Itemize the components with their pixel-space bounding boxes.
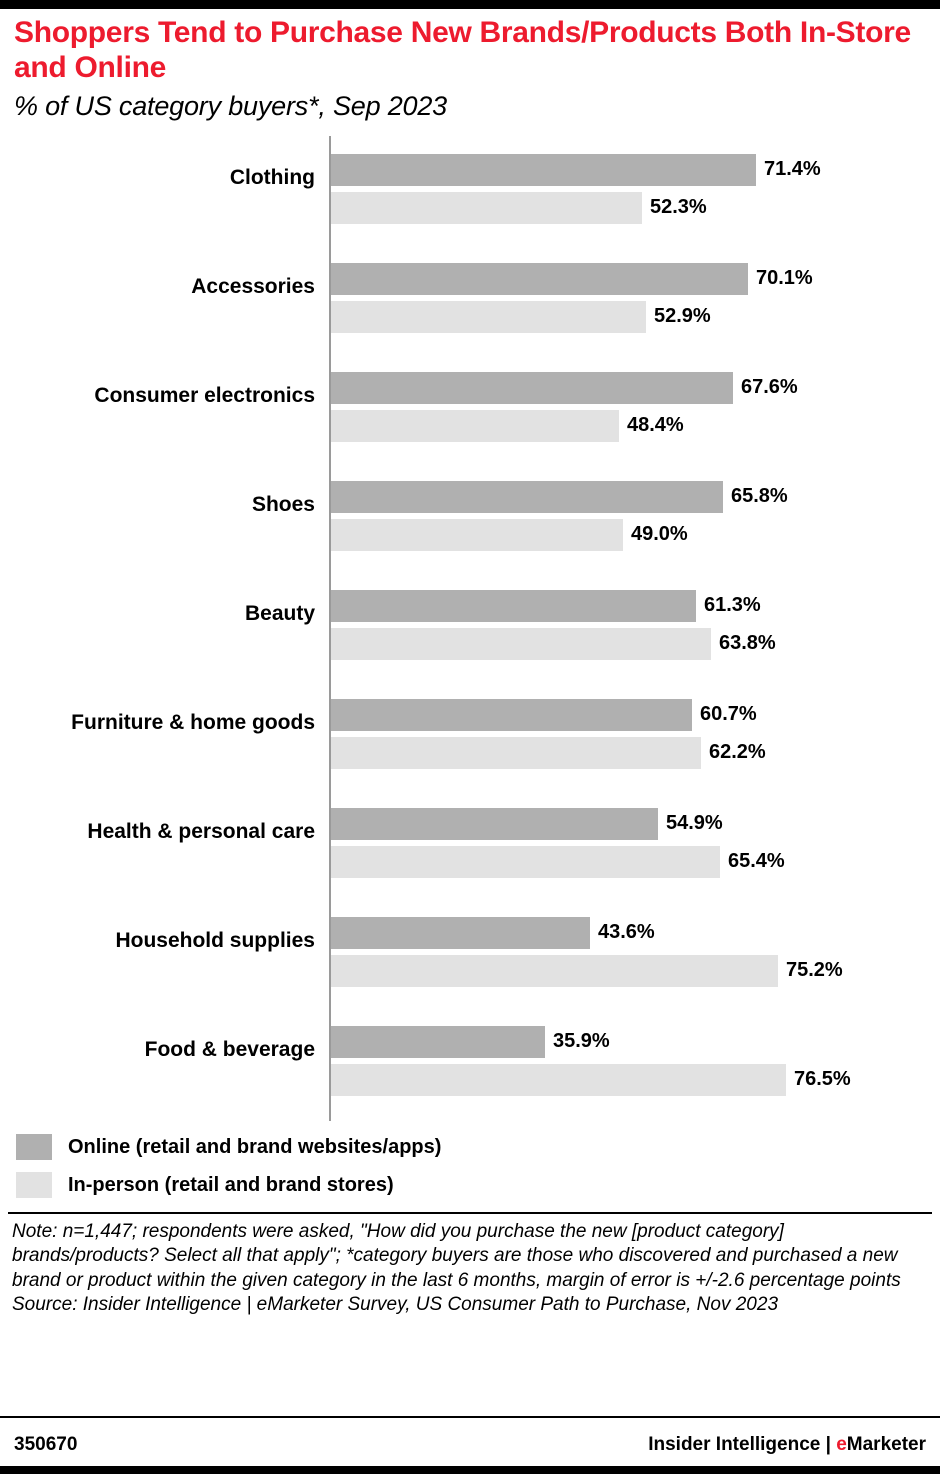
bottom-rule	[0, 1466, 940, 1474]
brand-prefix: Insider Intelligence |	[648, 1434, 837, 1455]
legend-label-inperson: In-person (retail and brand stores)	[68, 1173, 394, 1196]
bar-row	[331, 846, 940, 878]
bars-container	[331, 699, 940, 775]
bars-container	[331, 590, 940, 666]
bar-value-label: 35.9%	[553, 1030, 610, 1053]
bar-online	[331, 590, 696, 622]
bar-row	[331, 519, 940, 551]
category-label: Accessories	[191, 275, 315, 299]
chart-legend	[0, 1128, 940, 1204]
bar-group	[0, 681, 940, 790]
brand-logo	[648, 1434, 926, 1456]
top-rule	[0, 0, 940, 9]
bar-row	[331, 410, 940, 442]
note-text: Note: n=1,447; respondents were asked, "How did you purchase the new [product category] brands/products? Select all that apply"; *category buyers are those who discovered and purchased a new brand or product within the given category in the last 6 months, margin of error is +/-2.6 percentage points	[12, 1221, 901, 1291]
bar-value-label: 61.3%	[704, 594, 761, 617]
chart-footer	[0, 1424, 940, 1466]
bar-value-label: 65.8%	[731, 485, 788, 508]
bar-group	[0, 245, 940, 354]
bar-row	[331, 1026, 940, 1058]
bar-row	[331, 699, 940, 731]
bar-row	[331, 628, 940, 660]
bar-row	[331, 192, 940, 224]
bar-row	[331, 737, 940, 769]
page-title: Shoppers Tend to Purchase New Brands/Products Both In-Store and Online	[14, 16, 911, 85]
category-label: Food & beverage	[144, 1038, 315, 1062]
legend-item-inperson	[16, 1166, 940, 1204]
bar-row	[331, 263, 940, 295]
bar-value-label: 49.0%	[631, 523, 688, 546]
legend-swatch-inperson	[16, 1172, 52, 1198]
bar-row	[331, 955, 940, 987]
bars-container	[331, 917, 940, 993]
brand-e: e	[836, 1434, 847, 1455]
bar-group	[0, 463, 940, 572]
bar-online	[331, 699, 692, 731]
bar-value-label: 52.9%	[654, 305, 711, 328]
bar-online	[331, 808, 658, 840]
chart-id: 350670	[14, 1434, 78, 1455]
bar-value-label: 48.4%	[627, 414, 684, 437]
bar-value-label: 76.5%	[794, 1068, 851, 1091]
bar-row	[331, 154, 940, 186]
bar-groups	[0, 136, 940, 1117]
category-label: Household supplies	[115, 929, 315, 953]
bar-value-label: 63.8%	[719, 632, 776, 655]
bar-value-label: 71.4%	[764, 158, 821, 181]
bar-online	[331, 917, 590, 949]
bar-inperson	[331, 301, 646, 333]
bar-value-label: 43.6%	[598, 921, 655, 944]
bar-online	[331, 481, 723, 513]
bar-inperson	[331, 846, 720, 878]
bar-inperson	[331, 628, 711, 660]
page-subtitle: % of US category buyers*, Sep 2023	[14, 90, 447, 121]
bar-row	[331, 590, 940, 622]
bar-group	[0, 1008, 940, 1117]
bar-row	[331, 808, 940, 840]
bar-group	[0, 354, 940, 463]
bars-container	[331, 154, 940, 230]
bar-group	[0, 899, 940, 1008]
category-label: Beauty	[244, 602, 315, 626]
bar-online	[331, 1026, 545, 1058]
brand-suffix: Marketer	[846, 1434, 926, 1455]
bar-row	[331, 301, 940, 333]
bar-group	[0, 136, 940, 245]
bars-container	[331, 1026, 940, 1102]
category-label: Health & personal care	[87, 820, 315, 844]
bar-online	[331, 263, 748, 295]
bar-row	[331, 917, 940, 949]
bar-row	[331, 481, 940, 513]
bar-inperson	[331, 737, 701, 769]
bar-online	[331, 154, 756, 186]
bars-container	[331, 808, 940, 884]
bar-value-label: 67.6%	[741, 376, 798, 399]
bar-inperson	[331, 955, 778, 987]
footer-rule	[0, 1416, 940, 1418]
category-label: Shoes	[251, 493, 315, 517]
bar-value-label: 52.3%	[650, 196, 707, 219]
bar-value-label: 75.2%	[786, 959, 843, 982]
category-label: Clothing	[229, 166, 315, 190]
bar-inperson	[331, 1064, 786, 1096]
source-text: Source: Insider Intelligence | eMarketer Survey, US Consumer Path to Purchase, Nov 2023	[12, 1294, 779, 1316]
legend-item-online	[16, 1128, 940, 1166]
bar-value-label: 60.7%	[700, 703, 757, 726]
category-label: Furniture & home goods	[71, 711, 315, 735]
bars-container	[331, 372, 940, 448]
bar-value-label: 70.1%	[756, 267, 813, 290]
bar-value-label: 62.2%	[709, 741, 766, 764]
bar-value-label: 65.4%	[728, 850, 785, 873]
bar-row	[331, 1064, 940, 1096]
bar-row	[331, 372, 940, 404]
legend-label-online: Online (retail and brand websites/apps)	[68, 1135, 442, 1158]
bar-inperson	[331, 519, 623, 551]
bar-inperson	[331, 192, 642, 224]
bar-group	[0, 572, 940, 681]
category-label: Consumer electronics	[94, 384, 315, 408]
chart-notes	[0, 1214, 940, 1317]
chart-plot-area	[0, 136, 940, 1126]
bar-inperson	[331, 410, 619, 442]
chart-header	[0, 9, 940, 122]
bar-group	[0, 790, 940, 899]
bar-value-label: 54.9%	[666, 812, 723, 835]
legend-swatch-online	[16, 1134, 52, 1160]
bars-container	[331, 481, 940, 557]
bar-online	[331, 372, 733, 404]
bars-container	[331, 263, 940, 339]
